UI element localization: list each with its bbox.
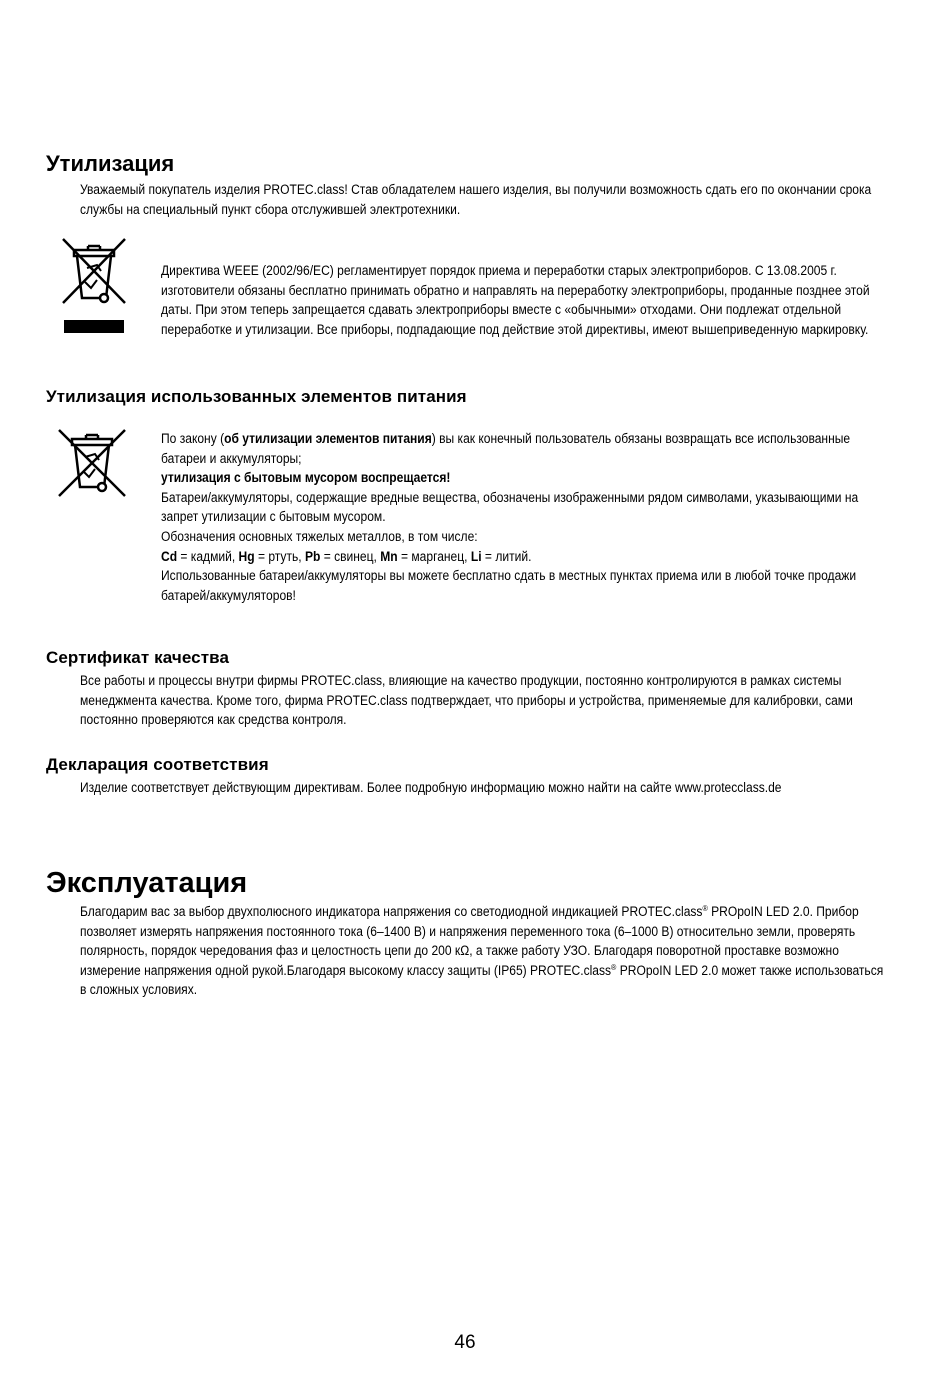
- batteries-text: [161, 429, 881, 605]
- section-heading-quality: Сертификат качества: [46, 648, 230, 667]
- battery-crossed-bin-icon: [56, 427, 128, 504]
- weee-directive-text: Директива WEEE (2002/96/EC) регламентирует порядок приема и переработки старых электроприборов. С 13.08.2005 г. изготовители обязаны бесплатно принимать обратно и направлять на переработку электроприборы, проданные позднее этой даты. При этом теперь запрещается сдавать электроприборы вместе с «обычными» отходами. Они подлежат отдельной переработке и утилизации. Все приборы, подпадающие под действие этой директивы, имеют вышеприведенную маркировку.: [161, 263, 870, 337]
- section-heading-conformity: Декларация соответствия: [46, 755, 269, 774]
- operation-text: Благодарим вас за выбор двухполюсного индикатора напряжения со светодиодной индикацией PROTEC.class® PROpoIN LED 2.0. Прибор позволяет измерять напряжения постоянного тока (6–1400 В) и напряжения переменного тока (6–1000 В) относительно земли, проверять полярность, порядок чередования фаз и целостность цепи до 200 кΩ, а также работу УЗО. Благодаря поворотной проставке возможно измерение напряжения одной рукой.Благодаря высокому классу защиты (IP65) PROTEC.class® PROpoIN LED 2.0 может также использоваться в сложных условиях.: [80, 904, 884, 998]
- metals-list: Cd = кадмий, Hg = ртуть, Pb = свинец, Mn = марганец, Li = литий.: [161, 548, 532, 564]
- batteries-law-paragraph: По закону (об утилизации элементов питания) вы как конечный пользователь обязаны возвращать все использованные батареи и аккумуляторы;: [161, 431, 851, 466]
- quality-text: Все работы и процессы внутри фирмы PROTEC.class, влияющие на качество продукции, постоянно контролируются в рамках системы менеджмента качества. Кроме того, фирма PROTEC.class подтверждает, что приборы и устройства, применяемые для калибровки, сами постоянно проверяются как средства контроля.: [80, 673, 853, 728]
- batteries-marked-text: Батареи/аккумуляторы, содержащие вредные вещества, обозначены изображенными рядом символами, указывающими на запрет утилизации с бытовым мусором.: [161, 489, 859, 525]
- weee-crossed-bin-icon: [60, 236, 128, 341]
- batteries-return-text: Использованные батареи/аккумуляторы вы можете бесплатно сдать в местных пунктах приема или в любой точке продажи батарей/аккумуляторов!: [161, 568, 857, 603]
- batteries-prohibited-text: утилизация с бытовым мусором воспрещается!: [161, 470, 451, 486]
- section-heading-operation: Эксплуатация: [46, 867, 248, 899]
- section-heading-batteries: Утилизация использованных элементов питания: [46, 387, 467, 406]
- section-heading-disposal: Утилизация: [46, 151, 175, 176]
- metals-intro-text: Обозначения основных тяжелых металлов, в том числе:: [161, 528, 478, 544]
- page-number: 46: [454, 1332, 476, 1353]
- disposal-intro-text: Уважаемый покупатель изделия PROTEC.class! Став обладателем нашего изделия, вы получили возможность сдать его по окончании срока службы на специальный пункт сбора отслужившей электротехники.: [80, 182, 872, 217]
- conformity-text: Изделие соответствует действующим директивам. Более подробную информацию можно найти на сайте www.protecclass.de: [80, 780, 782, 795]
